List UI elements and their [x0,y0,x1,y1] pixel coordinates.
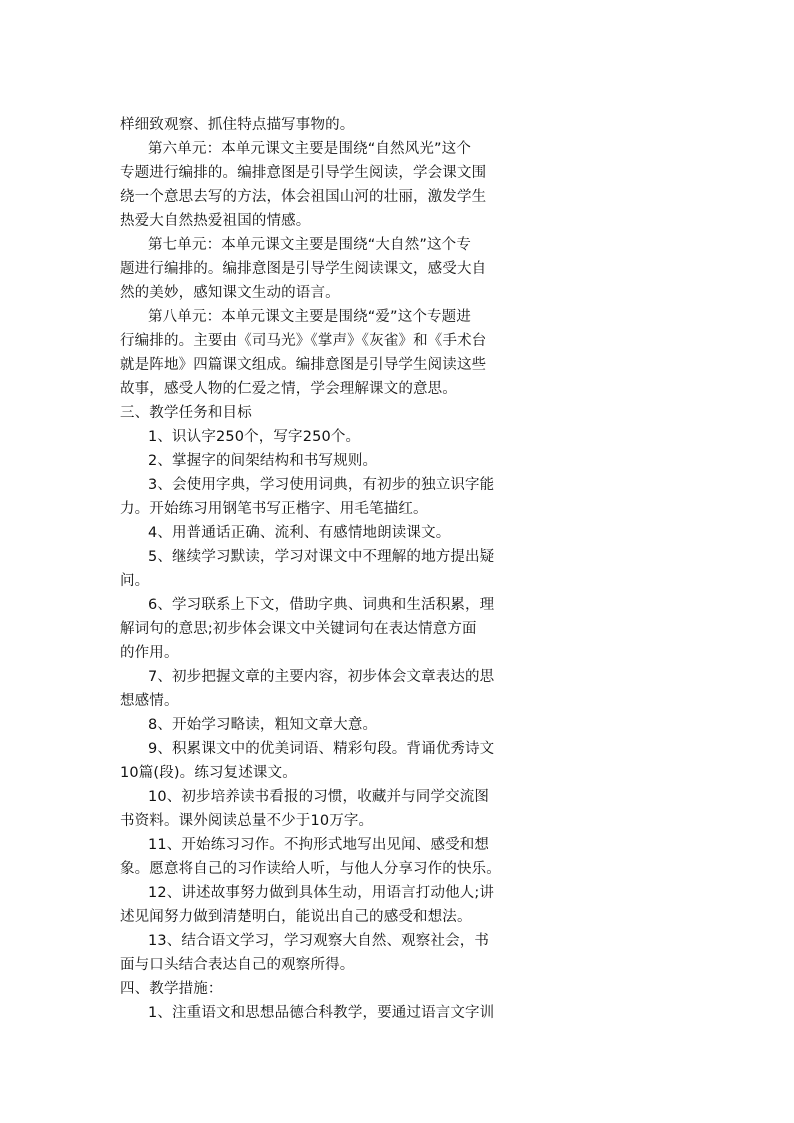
text-line: 故事，感受人物的仁爱之情，学会理解课文的意思。 [120,381,457,397]
text-line: 样细致观察、抓住特点描写事物的。 [120,117,355,133]
text-line: 1、注重语文和思想品德合科教学，要通过语言文字训 [148,1005,495,1021]
text-line: 4、用普通话正确、流利、有感情地朗读课文。 [148,525,451,541]
text-line: 11、开始练习习作。不拘形式地写出见闻、感受和想 [148,837,490,853]
text-line: 问。 [120,573,150,589]
text-line: 10篇(段)。练习复述课文。 [120,765,297,781]
text-line: 5、继续学习默读，学习对课文中不理解的地方提出疑 [148,549,495,565]
text-line: 第六单元：本单元课文主要是围绕“自然风光”这个 [148,141,471,157]
text-line: 述见闻努力做到清楚明白，能说出自己的感受和想法。 [120,909,472,925]
text-line: 解词句的意思;初步体会课文中关键词句在表达情意方面 [120,621,477,637]
text-line: 想感情。 [120,693,179,709]
text-line: 热爱大自然热爱祖国的情感。 [120,213,311,229]
text-line: 力。开始练习用钢笔书写正楷字、用毛笔描红。 [120,501,428,517]
text-line: 10、初步培养读书看报的习惯，收藏并与同学交流图 [148,789,490,805]
text-line: 13、结合语文学习，学习观察大自然、观察社会，书 [148,933,490,949]
text-line: 6、学习联系上下文，借助字典、词典和生活积累，理 [148,597,495,613]
text-line: 9、积累课文中的优美词语、精彩句段。背诵优秀诗文 [148,741,495,757]
text-line: 绕一个意思去写的方法，体会祖国山河的壮丽，激发学生 [120,189,487,205]
text-line: 行编排的。主要由《司马光》《掌声》《灰雀》和《手术台 [120,333,487,349]
text-line: 7、初步把握文章的主要内容，初步体会文章表达的思 [148,669,495,685]
text-line: 3、会使用字典，学习使用词典，有初步的独立识字能 [148,477,495,493]
text-line: 12、讲述故事努力做到具体生动，用语言打动他人;讲 [148,885,495,901]
text-line: 面与口头结合表达自己的观察所得。 [120,957,355,973]
section-heading: 三、教学任务和目标 [120,405,252,421]
text-line: 然的美妙，感知课文生动的语言。 [120,285,340,301]
text-line: 第八单元：本单元课文主要是围绕“爱”这个专题进 [148,309,471,325]
section-heading: 四、教学措施： [120,981,223,997]
text-line: 第七单元：本单元课文主要是围绕“大自然”这个专 [148,237,471,253]
text-line: 书资料。课外阅读总量不少于10万字。 [120,813,374,829]
text-line: 题进行编排的。编排意图是引导学生阅读课文，感受大自 [120,261,487,277]
text-line: 象。愿意将自己的习作读给人听，与他人分享习作的快乐。 [120,861,501,877]
text-line: 2、掌握字的间架结构和书写规则。 [148,453,378,469]
text-line: 8、开始学习略读，粗知文章大意。 [148,717,378,733]
text-line: 专题进行编排的。编排意图是引导学生阅读，学会课文围 [120,165,487,181]
text-line: 就是阵地》四篇课文组成。编排意图是引导学生阅读这些 [120,357,487,373]
text-line: 1、识认字250个，写字250个。 [148,429,361,445]
text-line: 的作用。 [120,645,179,661]
